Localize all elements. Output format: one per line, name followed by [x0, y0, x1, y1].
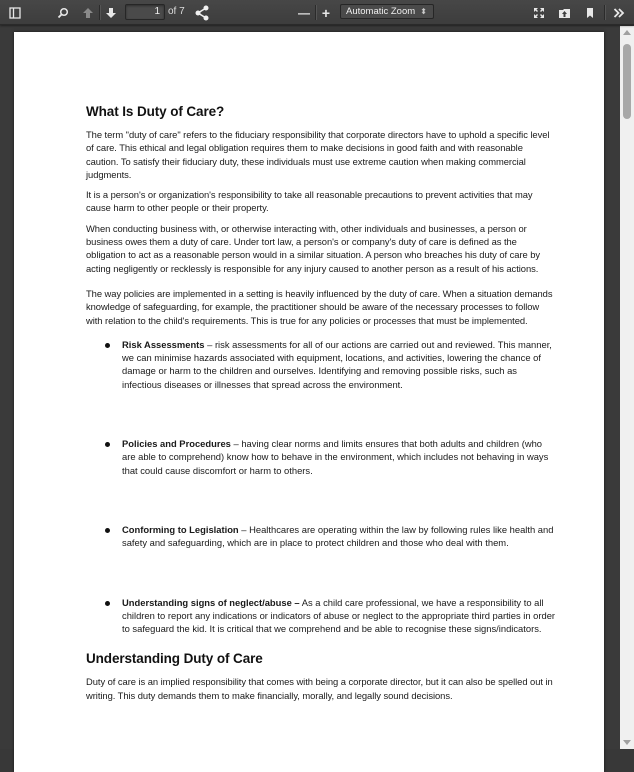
bullet-icon: [105, 343, 110, 348]
bullet-text: – having clear norms and limits ensures that both adults and children (who are able to comprehend) know how to behave in the environment, which includes not behaving in ways that could cause discomfort or harm to others.: [122, 438, 549, 476]
paragraph: It is a person's or organization's responsibility to take all reasonable precautions to prevent activities that may cause harm to other people or their property.: [86, 189, 533, 214]
zoom-select-value: Automatic Zoom: [346, 6, 416, 17]
select-caret-icon: ⬍: [420, 7, 427, 16]
bullet-term: Risk Assessments: [122, 338, 205, 350]
bullet-term: Understanding signs of neglect/abuse –: [122, 596, 300, 608]
scroll-down-arrow-icon[interactable]: [623, 740, 631, 745]
vertical-scrollbar[interactable]: [620, 26, 634, 749]
sidebar-icon: [9, 7, 21, 19]
double-chevron-right-icon: [613, 7, 625, 19]
pdf-toolbar: [0, 0, 634, 25]
page-number-input[interactable]: 1: [125, 4, 165, 20]
bullet-icon: [105, 528, 110, 533]
paragraph: The term "duty of care" refers to the fiduciary responsibility that corporate directors have to uphold a specific level of care. This ethical and legal obligation requires them to make decisions in good faith and with reasonable caution. To satisfy their fiduciary duty, these individuals must use extreme caution when making commercial judgments.: [86, 129, 550, 180]
next-page-button[interactable]: [103, 3, 119, 22]
bookmark-icon: [585, 7, 595, 19]
heading-what-is-duty-of-care: What Is Duty of Care?: [86, 104, 225, 119]
tools-button[interactable]: [611, 3, 627, 22]
list-item: [86, 523, 556, 550]
bullet-text: As a child care professional, we have a responsibility to all children to report any indications or indicators of abuse or neglect to the appropriate third parties in order to safeguard the kid. It is critical that we comprehend and be able to recognise these signs/indicators.: [122, 596, 556, 635]
sidebar-toggle-button[interactable]: [7, 3, 23, 22]
open-file-button[interactable]: [556, 3, 572, 22]
find-button[interactable]: [55, 3, 71, 22]
list-item: [86, 596, 556, 636]
bullet-icon: [105, 601, 110, 606]
open-file-icon: [558, 7, 571, 19]
zoom-select[interactable]: [340, 4, 434, 19]
zoom-out-button[interactable]: —: [298, 5, 310, 20]
fullscreen-icon: [533, 7, 545, 19]
heading-understanding-duty-of-care: Understanding Duty of Care: [86, 651, 263, 667]
share-icon: [195, 5, 209, 21]
paragraph: The way policies are implemented in a setting is heavily influenced by the duty of care. When a situation demands knowledge of safeguarding, for example, the practitioner should be aware of the necessary processes to follow with relation to the child's requirements. This is true for any policies or processes that must be implemented.: [86, 287, 553, 326]
bullet-text: – Healthcares are operating within the law by following rules like health and safety and safeguarding, which are in place to protect children and those who deal with them.: [122, 523, 554, 549]
presentation-mode-button[interactable]: [531, 3, 547, 22]
scrollbar-thumb[interactable]: [623, 44, 631, 119]
bullet-text: – risk assessments for all of our actions are carried out and reviewed. This manner, we can minimise hazards associated with equipment, locations, and activities, lowering the chance of damage or harm to the children and ourselves. Identifying and removing possible risks, such as infectious diseases or illnesses that spread across the environment.: [122, 338, 552, 390]
share-button[interactable]: [194, 3, 210, 22]
arrow-down-icon: [105, 7, 117, 19]
bullet-list: [86, 338, 556, 636]
paragraph: When conducting business with, or otherwise interacting with, other individuals and businesses, a person or business owes them a duty of care. Under tort law, a person's or company's duty of care is defined as the obligation to act as a reasonable person would in a similar situation. A person who breaches his duty of care by acting negligently or recklessly is responsible for any injury caused to another person as a result of his actions.: [86, 222, 541, 274]
page-content: [86, 104, 556, 709]
page-count: of 7: [168, 6, 185, 17]
list-item: [86, 437, 556, 477]
paragraph: Duty of care is an implied responsibility that comes with being a corporate director, but it can also be spelled out in writing. This duty demands them to make financially, morally, and legally sound decisions.: [86, 676, 553, 701]
bookmark-button[interactable]: [582, 3, 598, 22]
document-viewer[interactable]: [0, 26, 634, 749]
pdf-page: [14, 32, 604, 772]
list-item: [86, 338, 556, 391]
bullet-term: Policies and Procedures: [122, 438, 231, 450]
search-icon: [57, 7, 69, 19]
bullet-icon: [105, 442, 110, 447]
zoom-in-button[interactable]: +: [321, 4, 331, 21]
arrow-up-icon: [82, 7, 94, 19]
bullet-term: Conforming to Legislation: [122, 523, 239, 535]
previous-page-button[interactable]: [80, 3, 96, 22]
scroll-up-arrow-icon[interactable]: [623, 30, 631, 35]
